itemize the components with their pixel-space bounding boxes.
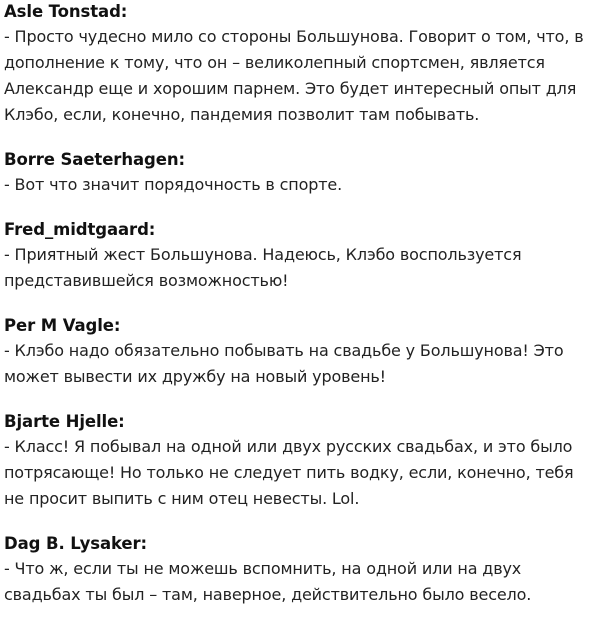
comment-author: Asle Tonstad: [4, 2, 128, 21]
comment-text: - Что ж, если ты не можешь вспомнить, на одной или на двух свадьбах ты был – там, наверное, действительно было весело. [4, 559, 532, 604]
comment-item [4, 410, 593, 512]
comment-author: Dag B. Lysaker: [4, 534, 148, 553]
comment-text: - Приятный жест Большунова. Надеюсь, Клэбо воспользуется представившейся возможностью! [4, 245, 522, 290]
comment-text: - Просто чудесно мило со стороны Большунова. Говорит о том, что, в дополнение к тому, что он – великолепный спортсмен, является Александр еще и хорошим парнем. Это будет интересный опыт для Клэбо, если, конечно, пандемия позволит там побывать. [4, 27, 584, 124]
comment-item [4, 0, 593, 128]
comment-item [4, 532, 593, 608]
comment-author: Fred_midtgaard: [4, 220, 156, 239]
comment-author: Bjarte Hjelle: [4, 412, 125, 431]
comment-item [4, 148, 593, 198]
comment-item [4, 218, 593, 294]
comment-text: - Клэбо надо обязательно побывать на свадьбе у Большунова! Это может вывести их дружбу на новый уровень! [4, 341, 564, 386]
comment-text: - Класс! Я побывал на одной или двух русских свадьбах, и это было потрясающе! Но только не следует пить водку, если, конечно, тебя не просит выпить с ним отец невесты. Lol. [4, 437, 574, 508]
comment-author: Per M Vagle: [4, 316, 121, 335]
comment-text: - Вот что значит порядочность в спорте. [4, 175, 343, 194]
comment-author: Borre Saeterhagen: [4, 150, 185, 169]
comment-item [4, 314, 593, 390]
